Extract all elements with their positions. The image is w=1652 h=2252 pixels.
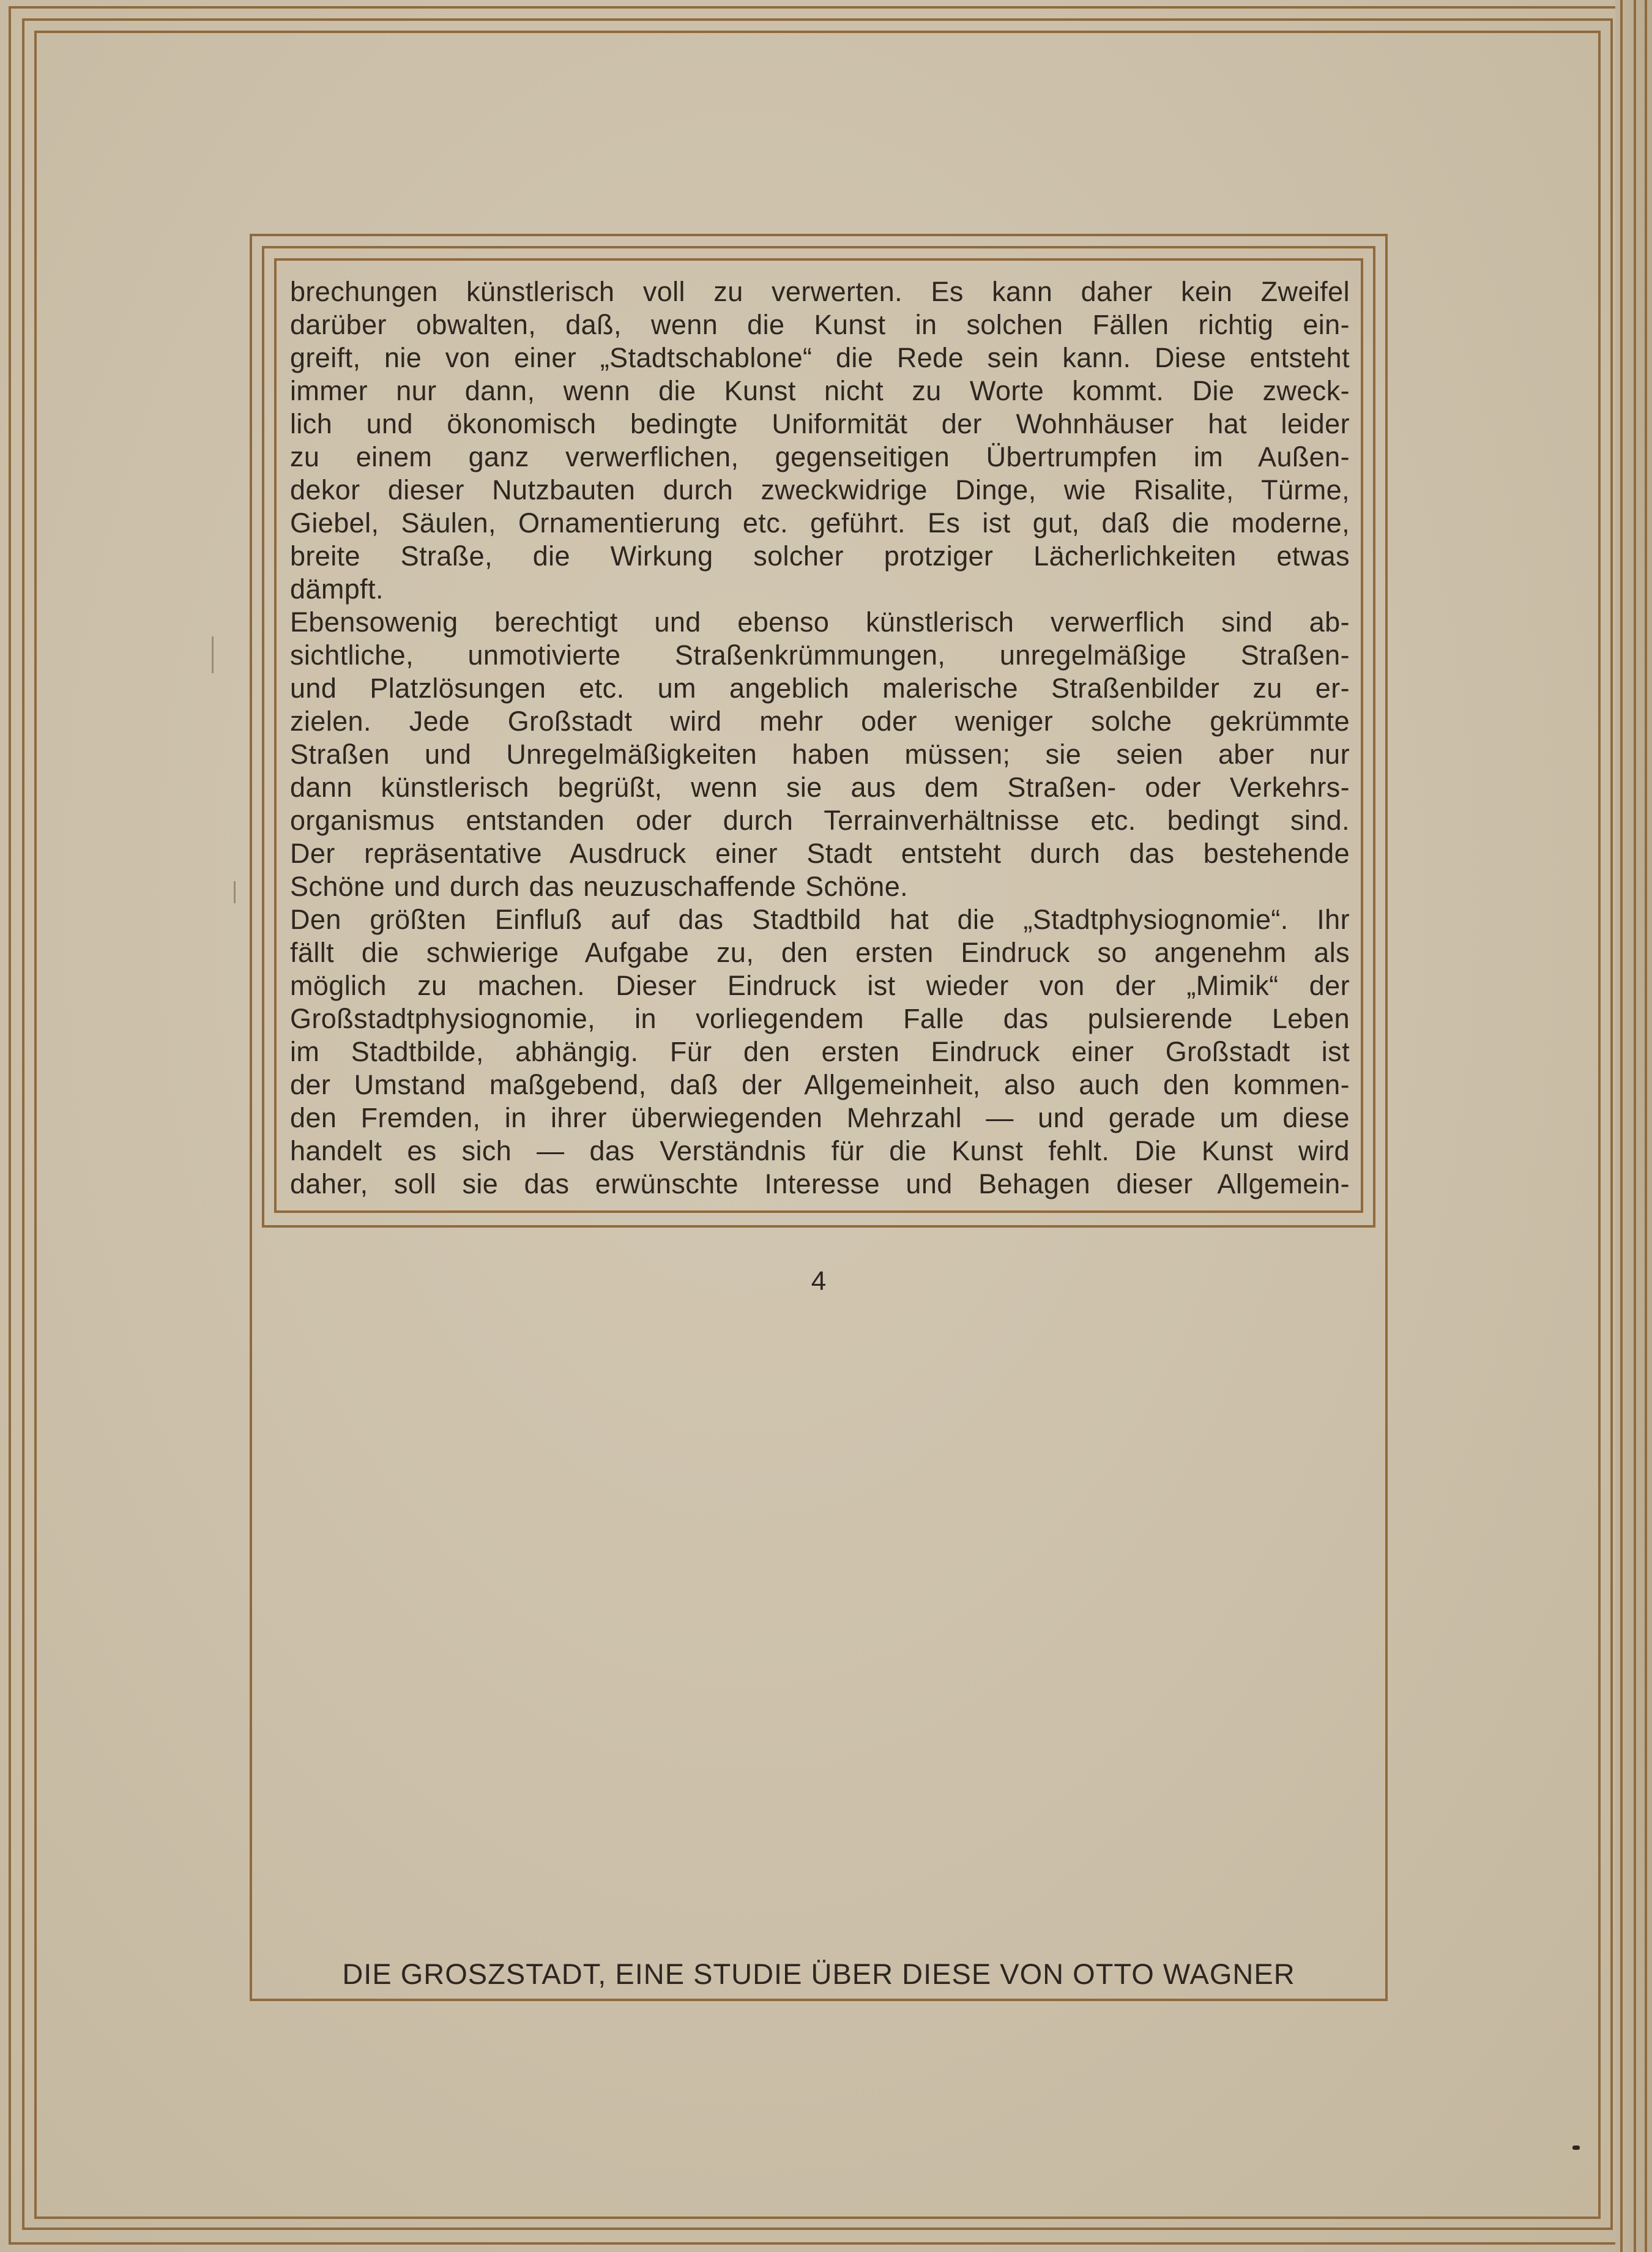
text-line: handelt es sich — das Verständnis für die Kunst fehlt. Die Kunst wird	[290, 1135, 1350, 1166]
text-line: Straßen und Unregelmäßigkeiten haben müssen; sie seien aber nur	[290, 739, 1350, 770]
page-edge-rule	[1645, 0, 1647, 2252]
text-line: Großstadtphysiognomie, in vorliegendem Falle das pulsierende Leben	[290, 1003, 1350, 1034]
text-line: im Stadtbilde, abhängig. Für den ersten Eindruck einer Großstadt ist	[290, 1036, 1350, 1067]
text-line: fällt die schwierige Aufgabe zu, den ersten Eindruck so angenehm als	[290, 937, 1350, 968]
text-line: immer nur dann, wenn die Kunst nicht zu Worte kommt. Die zweck-	[290, 375, 1350, 406]
page-edge-rule	[1620, 0, 1623, 2252]
ink-speck	[1572, 2146, 1580, 2150]
text-line: der Umstand maßgebend, daß der Allgemeinheit, also auch den kommen-	[290, 1069, 1350, 1100]
text-line: daher, soll sie das erwünschte Interesse und Behagen dieser Allgemein-	[290, 1168, 1350, 1199]
body-text	[290, 275, 1350, 1201]
text-line: dann künstlerisch begrüßt, wenn sie aus dem Straßen- oder Verkehrs-	[290, 772, 1350, 803]
text-line: organismus entstanden oder durch Terrainverhältnisse etc. bedingt sind.	[290, 805, 1350, 836]
page-number: 4	[811, 1266, 827, 1296]
text-line: und Platzlösungen etc. um angeblich malerische Straßenbilder zu er-	[290, 673, 1350, 704]
text-line: zu einem ganz verwerflichen, gegenseitigen Übertrumpfen im Außen-	[290, 441, 1350, 472]
text-line: möglich zu machen. Dieser Eindruck ist wieder von der „Mimik“ der	[290, 970, 1350, 1001]
text-line: greift, nie von einer „Stadtschablone“ die Rede sein kann. Diese entsteht	[290, 342, 1350, 373]
margin-mark	[234, 881, 236, 903]
text-line: dämpft.	[290, 573, 384, 605]
text-line: lich und ökonomisch bedingte Uniformität der Wohnhäuser hat leider	[290, 408, 1350, 439]
text-line: dekor dieser Nutzbauten durch zweckwidrige Dinge, wie Risalite, Türme,	[290, 474, 1350, 505]
text-line: Schöne und durch das neuzuschaffende Schöne.	[290, 871, 909, 902]
text-line: zielen. Jede Großstadt wird mehr oder weniger solche gekrümmte	[290, 706, 1350, 737]
page-edge	[1615, 0, 1652, 2252]
text-line: brechungen künstlerisch voll zu verwerten. Es kann daher kein Zweifel	[290, 276, 1350, 307]
text-line: Ebensowenig berechtigt und ebenso künstlerisch verwerflich sind ab-	[290, 606, 1350, 638]
text-line: breite Straße, die Wirkung solcher protziger Lächerlichkeiten etwas	[290, 540, 1350, 572]
page-edge-rule	[1634, 0, 1636, 2252]
text-line: sichtliche, unmotivierte Straßenkrümmungen, unregelmäßige Straßen-	[290, 639, 1350, 671]
text-line: Der repräsentative Ausdruck einer Stadt entsteht durch das bestehende	[290, 838, 1350, 869]
text-line: darüber obwalten, daß, wenn die Kunst in solchen Fällen richtig ein-	[290, 309, 1350, 340]
text-line: Den größten Einfluß auf das Stadtbild hat die „Stadtphysiognomie“. Ihr	[290, 904, 1350, 935]
margin-mark	[212, 636, 214, 673]
text-line: Giebel, Säulen, Ornamentierung etc. geführt. Es ist gut, daß die moderne,	[290, 507, 1350, 539]
text-line: den Fremden, in ihrer überwiegenden Mehrzahl — und gerade um diese	[290, 1102, 1350, 1133]
footer-title: DIE GROSZSTADT, EINE STUDIE ÜBER DIESE VON OTTO WAGNER	[342, 1958, 1295, 1990]
